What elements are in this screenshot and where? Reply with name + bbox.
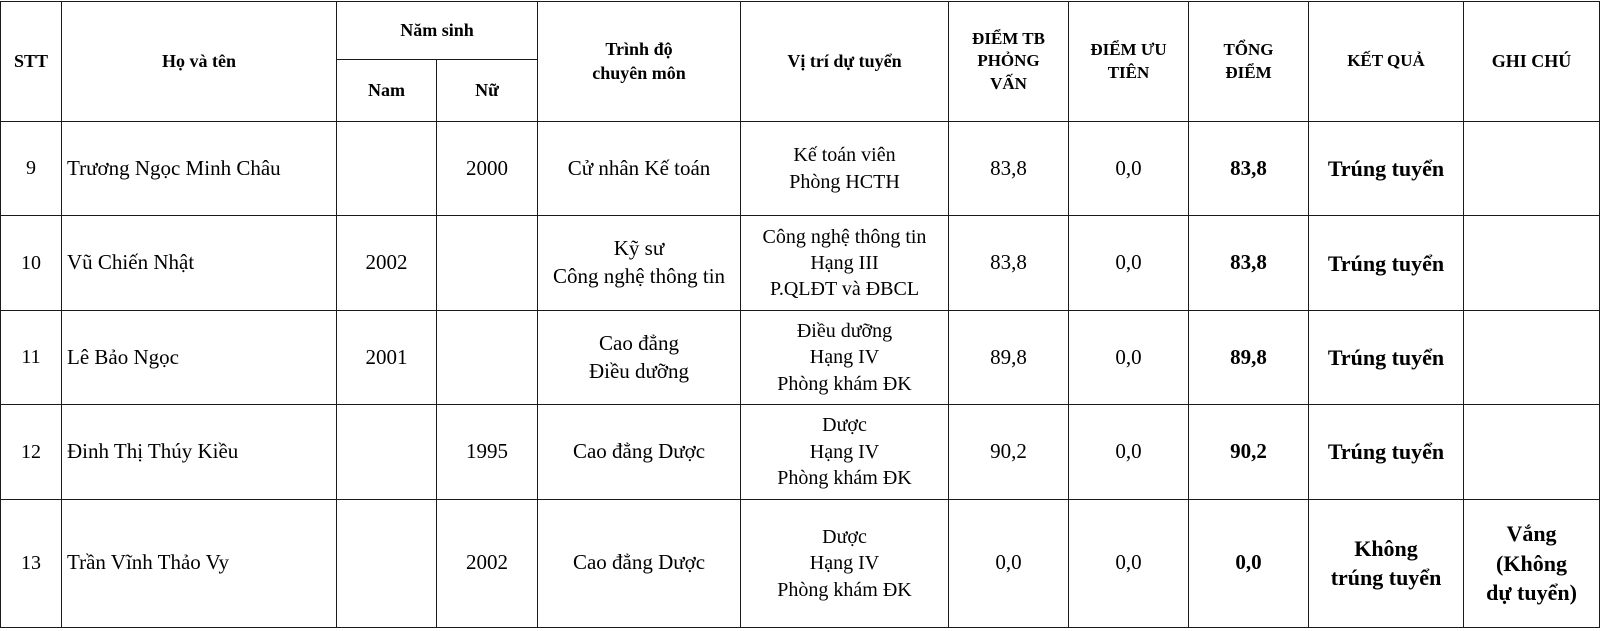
- position-line: Dược: [822, 525, 867, 548]
- result-line: Trúng tuyển: [1327, 250, 1445, 276]
- header-interview-line: ĐIỂM TB: [972, 29, 1045, 49]
- header-female: Nữ: [437, 60, 538, 122]
- male-birth-year-cell: [337, 122, 437, 216]
- female-birth-year-cell: 2002: [437, 499, 538, 627]
- total-score-cell: 90,2: [1189, 405, 1309, 499]
- qualification-cell: [538, 216, 741, 310]
- female-birth-year-cell: 1995: [437, 405, 538, 499]
- position-line: Kế toán viên: [793, 144, 896, 167]
- result-cell: [1309, 216, 1464, 310]
- table-body: [1, 122, 1600, 628]
- male-birth-year-cell: [337, 499, 437, 627]
- name-cell: Trần Vĩnh Thảo Vy: [62, 499, 337, 627]
- position-line: Dược: [822, 414, 867, 437]
- qualification-line: Cao đẳng: [599, 330, 679, 355]
- position-line: Điều dưỡng: [796, 319, 893, 342]
- position-line: Phòng HCTH: [789, 170, 900, 193]
- total-score-cell: 0,0: [1189, 499, 1309, 627]
- position-line: Phòng khám ĐK: [777, 372, 912, 395]
- position-cell: [741, 216, 949, 310]
- female-birth-year-cell: [437, 310, 538, 404]
- priority-score-cell: 0,0: [1069, 216, 1189, 310]
- table-row: [1, 122, 1600, 216]
- result-cell: [1309, 405, 1464, 499]
- note-line: (Không: [1496, 550, 1567, 576]
- position-line: Phòng khám ĐK: [777, 578, 912, 601]
- qualification-line: Công nghệ thông tin: [552, 264, 726, 289]
- position-cell: [741, 122, 949, 216]
- header-qualification-line: chuyên môn: [592, 62, 686, 83]
- result-line: Không: [1354, 536, 1418, 562]
- priority-score-cell: 0,0: [1069, 499, 1189, 627]
- header-priority-score: [1069, 2, 1189, 122]
- name-cell: Vũ Chiến Nhật: [62, 216, 337, 310]
- result-line: Trúng tuyển: [1327, 156, 1445, 182]
- header-total-line: ĐIỂM: [1225, 62, 1272, 82]
- table-header: [1, 2, 1600, 122]
- result-line: trúng tuyển: [1330, 565, 1442, 591]
- priority-score-cell: 0,0: [1069, 310, 1189, 404]
- qualification-cell: [538, 310, 741, 404]
- interview-score-cell: 90,2: [949, 405, 1069, 499]
- result-cell: [1309, 499, 1464, 627]
- note-line: dự tuyển): [1486, 579, 1577, 605]
- male-birth-year-cell: [337, 405, 437, 499]
- qualification-line: Kỹ sư: [613, 236, 665, 261]
- table-row: [1, 216, 1600, 310]
- priority-score-cell: 0,0: [1069, 405, 1189, 499]
- result-line: Trúng tuyển: [1327, 344, 1445, 370]
- header-interview-line: VẤN: [990, 73, 1027, 93]
- results-table: [0, 1, 1600, 628]
- qualification-line: Điều dưỡng: [588, 358, 690, 383]
- note-line: Vắng: [1506, 521, 1557, 547]
- result-cell: [1309, 310, 1464, 404]
- header-male: Nam: [337, 60, 437, 122]
- stt-cell: 9: [1, 122, 62, 216]
- stt-cell: 13: [1, 499, 62, 627]
- note-cell: [1464, 216, 1600, 310]
- qualification-line: Cao đẳng Dược: [572, 439, 706, 464]
- position-line: Công nghệ thông tin: [762, 225, 927, 248]
- header-total-score: [1189, 2, 1309, 122]
- priority-score-cell: 0,0: [1069, 122, 1189, 216]
- name-cell: Trương Ngọc Minh Châu: [62, 122, 337, 216]
- header-interview-line: PHỎNG: [977, 51, 1040, 71]
- qualification-cell: [538, 122, 741, 216]
- header-qualification: [538, 2, 741, 122]
- position-line: Phòng khám ĐK: [777, 467, 912, 490]
- female-birth-year-cell: [437, 216, 538, 310]
- position-line: Hạng IV: [809, 552, 880, 575]
- header-position: Vị trí dự tuyển: [741, 2, 949, 122]
- qualification-line: Cử nhân Kế toán: [567, 155, 711, 180]
- position-line: Hạng IV: [809, 440, 880, 463]
- header-birth-year: Năm sinh: [337, 2, 538, 60]
- note-cell: [1464, 122, 1600, 216]
- header-interview-score: [949, 2, 1069, 122]
- position-line: Hạng IV: [809, 346, 880, 369]
- male-birth-year-cell: 2001: [337, 310, 437, 404]
- position-cell: [741, 499, 949, 627]
- header-total-line: TỔNG: [1223, 40, 1274, 60]
- qualification-line: Cao đẳng Dược: [572, 550, 706, 575]
- female-birth-year-cell: 2000: [437, 122, 538, 216]
- result-cell: [1309, 122, 1464, 216]
- table-row: [1, 499, 1600, 627]
- position-line: P.QLĐT và ĐBCL: [769, 278, 920, 301]
- total-score-cell: 83,8: [1189, 216, 1309, 310]
- stt-cell: 10: [1, 216, 62, 310]
- header-name: Họ và tên: [62, 2, 337, 122]
- stt-cell: 12: [1, 405, 62, 499]
- header-qualification-line: Trình độ: [605, 38, 673, 59]
- qualification-cell: [538, 405, 741, 499]
- interview-score-cell: 0,0: [949, 499, 1069, 627]
- stt-cell: 11: [1, 310, 62, 404]
- result-line: Trúng tuyển: [1327, 439, 1445, 465]
- table-row: [1, 405, 1600, 499]
- total-score-cell: 89,8: [1189, 310, 1309, 404]
- interview-score-cell: 83,8: [949, 122, 1069, 216]
- header-stt: STT: [1, 2, 62, 122]
- position-line: Hạng III: [810, 251, 879, 274]
- header-result: KẾT QUẢ: [1309, 2, 1464, 122]
- position-cell: [741, 405, 949, 499]
- header-priority-line: ĐIỂM ƯU: [1090, 40, 1167, 60]
- qualification-cell: [538, 499, 741, 627]
- interview-score-cell: 89,8: [949, 310, 1069, 404]
- position-cell: [741, 310, 949, 404]
- table-row: [1, 310, 1600, 404]
- name-cell: Đinh Thị Thúy Kiều: [62, 405, 337, 499]
- male-birth-year-cell: 2002: [337, 216, 437, 310]
- note-cell: [1464, 405, 1600, 499]
- name-cell: Lê Bảo Ngọc: [62, 310, 337, 404]
- note-cell: [1464, 499, 1600, 627]
- header-note: GHI CHÚ: [1464, 2, 1600, 122]
- header-priority-line: TIÊN: [1107, 62, 1150, 82]
- interview-score-cell: 83,8: [949, 216, 1069, 310]
- note-cell: [1464, 310, 1600, 404]
- total-score-cell: 83,8: [1189, 122, 1309, 216]
